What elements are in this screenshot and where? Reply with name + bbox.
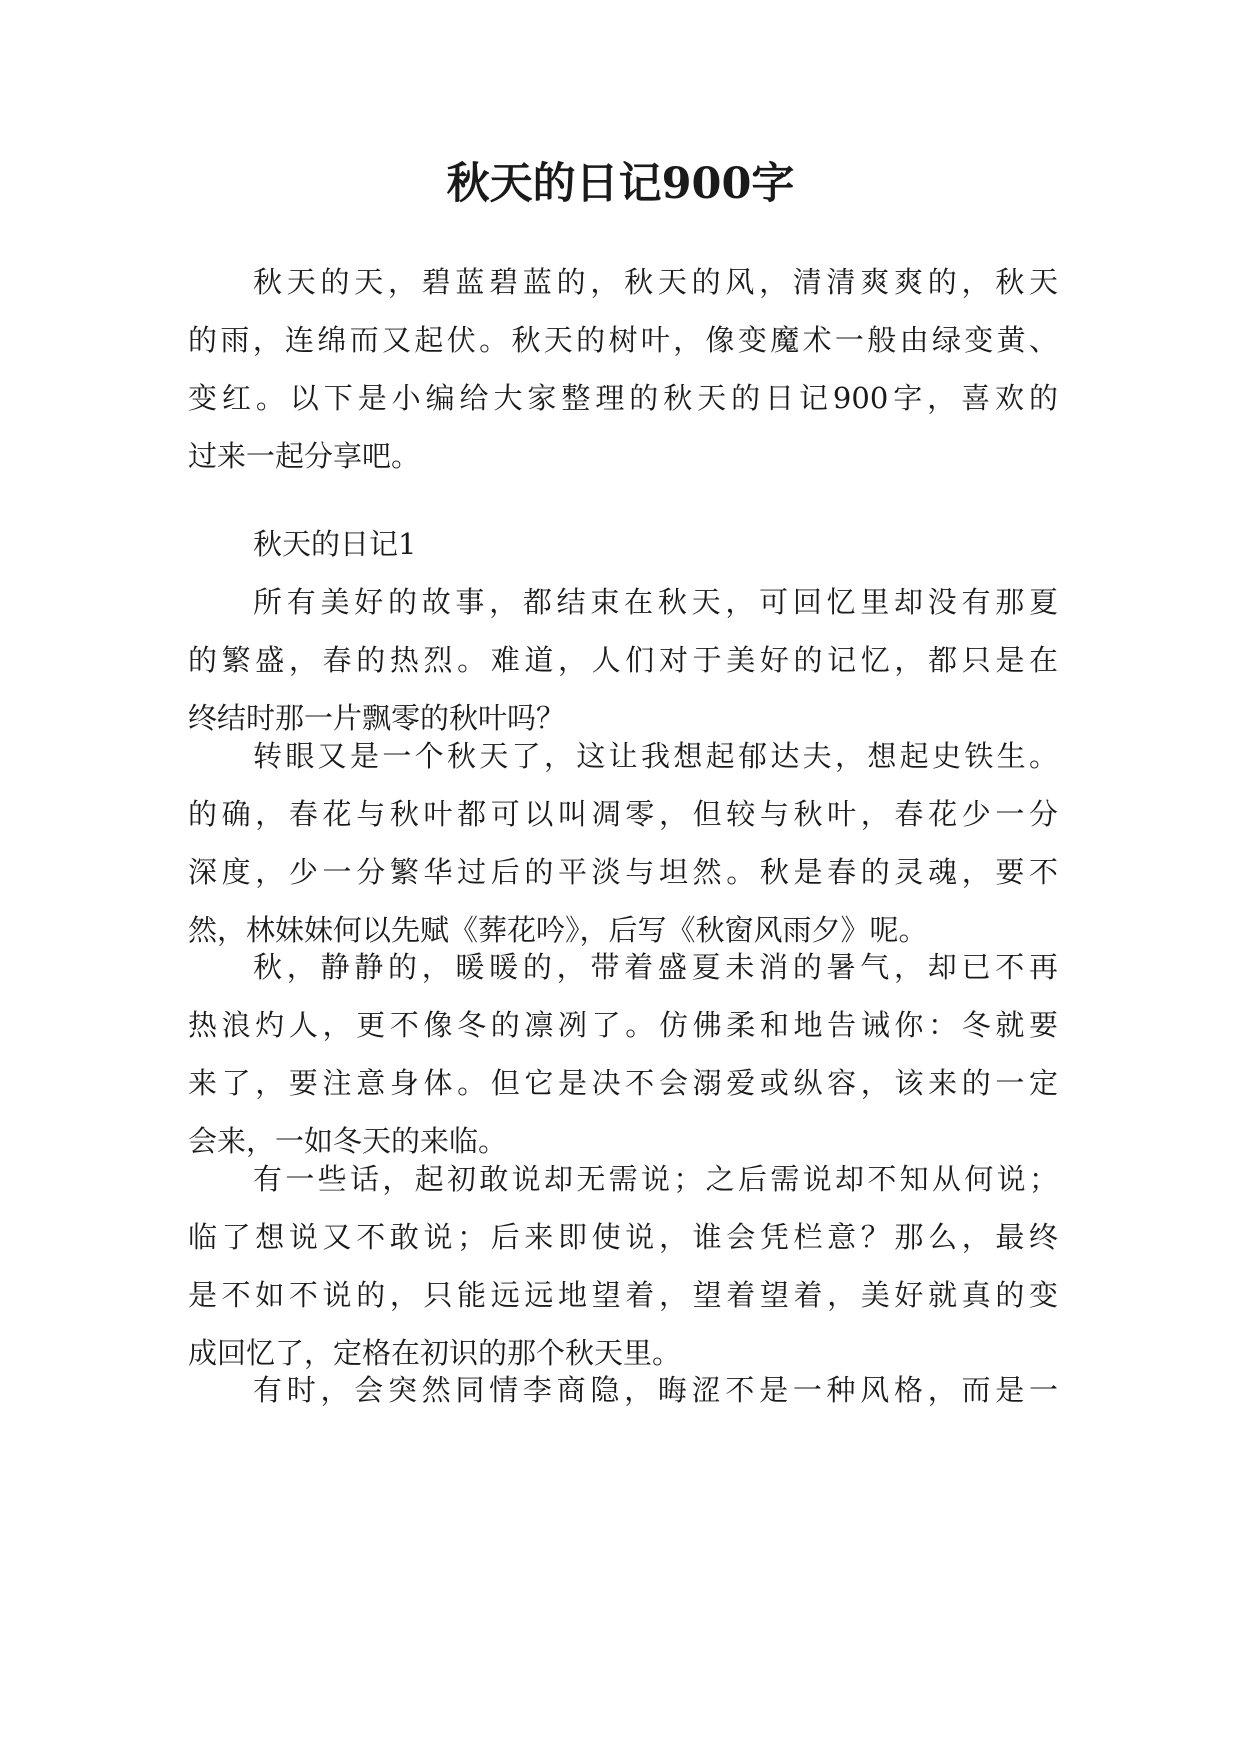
paragraph bbox=[188, 727, 1058, 959]
text-line: 过来一起分享吧。 bbox=[188, 439, 421, 473]
paragraph bbox=[188, 573, 1058, 747]
paragraph bbox=[188, 1150, 1058, 1382]
section-heading bbox=[188, 515, 1058, 573]
text-line: 秋，静静的，暖暖的，带着盛夏未消的暑气，却已不再 bbox=[253, 950, 1058, 984]
text-line: 会来，一如冬天的来临。 bbox=[188, 1124, 508, 1158]
text-line: 然，林妹妹何以先赋《葬花吟》，后写《秋窗风雨夕》呢。 bbox=[188, 913, 928, 947]
text-line: 变红。以下是小编给大家整理的秋天的日记900字，喜欢的 bbox=[188, 381, 1058, 415]
text-line: 是不如不说的，只能远远地望着，望着望着，美好就真的变 bbox=[188, 1278, 1058, 1312]
text-line: 有一些话，起初敢说却无需说；之后需说却不知从何说； bbox=[253, 1162, 1058, 1196]
text-line: 秋天的日记1 bbox=[253, 527, 417, 561]
text-line: 成回忆了，定格在初识的那个秋天里。 bbox=[188, 1336, 682, 1370]
text-line: 的雨，连绵而又起伏。秋天的树叶，像变魔术一般由绿变黄、 bbox=[188, 323, 1058, 357]
text-line: 深度，少一分繁华过后的平淡与坦然。秋是春的灵魂，要不 bbox=[188, 855, 1058, 889]
paragraph bbox=[188, 1361, 1058, 1419]
intro-paragraph bbox=[188, 253, 1058, 485]
text-line: 热浪灼人，更不像冬的凛冽了。仿佛柔和地告诫你：冬就要 bbox=[188, 1008, 1058, 1042]
text-line: 临了想说又不敢说；后来即使说，谁会凭栏意？那么，最终 bbox=[188, 1220, 1058, 1254]
document-title: 秋天的日记900字 bbox=[446, 159, 795, 209]
text-line: 的确，春花与秋叶都可以叫凋零，但较与秋叶，春花少一分 bbox=[188, 797, 1058, 831]
text-line: 转眼又是一个秋天了，这让我想起郁达夫，想起史铁生。 bbox=[253, 739, 1058, 773]
paragraph bbox=[188, 938, 1058, 1170]
text-line: 秋天的天，碧蓝碧蓝的，秋天的风，清清爽爽的，秋天 bbox=[253, 265, 1058, 299]
text-line: 有时，会突然同情李商隐，晦涩不是一种风格，而是一 bbox=[253, 1373, 1058, 1407]
text-line: 终结时那一片飘零的秋叶吗？ bbox=[188, 701, 566, 735]
text-line: 来了，要注意身体。但它是决不会溺爱或纵容，该来的一定 bbox=[188, 1066, 1058, 1100]
text-line: 的繁盛，春的热烈。难道，人们对于美好的记忆，都只是在 bbox=[188, 643, 1058, 677]
text-line: 所有美好的故事，都结束在秋天，可回忆里却没有那夏 bbox=[253, 585, 1058, 619]
